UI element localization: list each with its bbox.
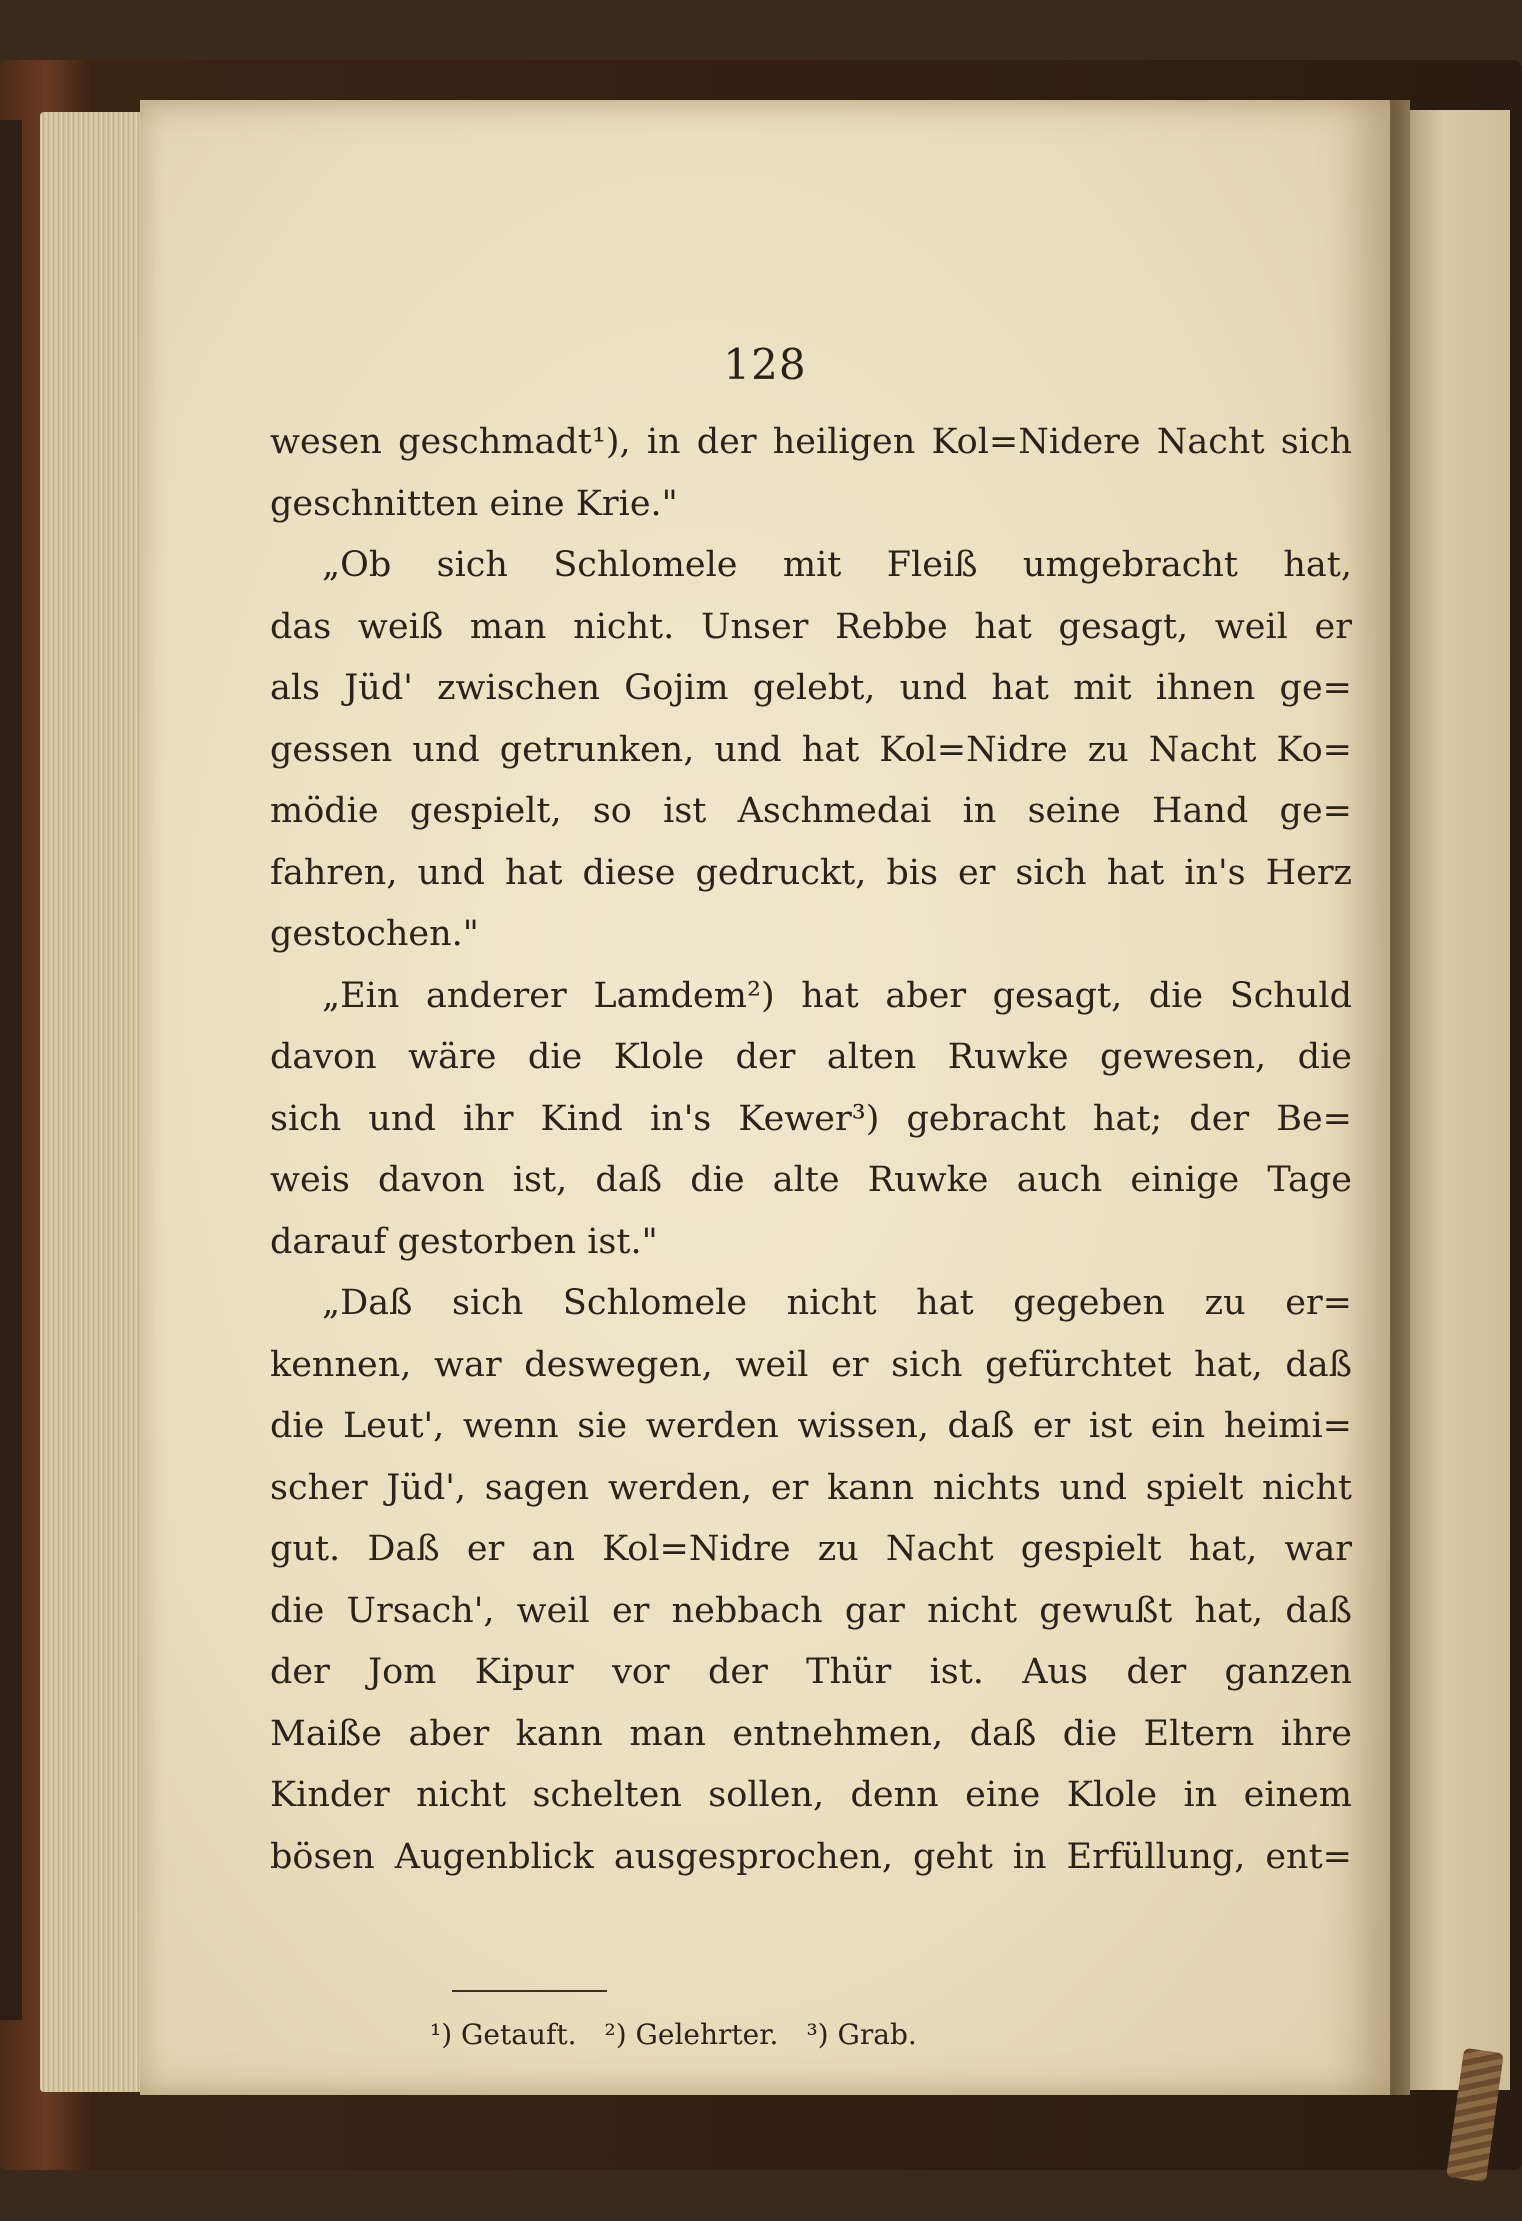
text-line: „Ein anderer Lamdem²) hat aber gesagt, die Schuld xyxy=(322,975,1352,1016)
text-line: gut. Daß er an Kol=Nidre zu Nacht gespielt hat, war xyxy=(270,1529,1352,1569)
body-text xyxy=(270,412,1352,1888)
text-line: als Jüd' zwischen Gojim gelebt, und hat mit ihnen ge= xyxy=(270,668,1352,708)
text-line: „Daß sich Schlomele nicht hat gegeben zu er= xyxy=(322,1283,1352,1323)
facing-page-edge xyxy=(1400,110,1510,2090)
text-line: sich und ihr Kind in's Kewer³) gebracht hat; der Be= xyxy=(270,1098,1352,1139)
footnote-item: ¹) Getauft. xyxy=(430,2018,577,2051)
text-line: mödie gespielt, so ist Aschmedai in seine Hand ge= xyxy=(270,791,1352,831)
footnote-item: ²) Gelehrter. xyxy=(604,2018,779,2051)
text-line: Kinder nicht schelten sollen, denn eine Klole in einem xyxy=(270,1775,1352,1815)
text-line: darauf gestorben ist." xyxy=(270,1221,658,1262)
text-line: die Leut', wenn sie werden wissen, daß er ist ein heimi= xyxy=(270,1406,1352,1446)
text-line: davon wäre die Klole der alten Ruwke gewesen, die xyxy=(270,1037,1352,1077)
text-line: das weiß man nicht. Unser Rebbe hat gesagt, weil er xyxy=(270,606,1352,647)
text-line: der Jom Kipur vor der Thür ist. Aus der ganzen xyxy=(270,1652,1352,1692)
text-line: „Ob sich Schlomele mit Fleiß umgebracht hat, xyxy=(322,545,1352,585)
text-line: kennen, war deswegen, weil er sich gefürchtet hat, daß xyxy=(270,1344,1352,1385)
page-edges xyxy=(40,112,152,2092)
text-line: bösen Augenblick ausgesprochen, geht in Erfüllung, ent= xyxy=(270,1836,1352,1877)
text-line: fahren, und hat diese gedruckt, bis er sich hat in's Herz xyxy=(270,852,1352,893)
page-number: 128 xyxy=(723,340,807,389)
text-line: Maiße aber kann man entnehmen, daß die Eltern ihre xyxy=(270,1713,1352,1754)
book-page xyxy=(140,100,1390,2095)
text-line: gessen und getrunken, und hat Kol=Nidre zu Nacht Ko= xyxy=(270,729,1352,770)
footnotes xyxy=(430,2018,945,2051)
text-line: gestochen." xyxy=(270,914,479,954)
text-line: die Ursach', weil er nebbach gar nicht gewußt hat, daß xyxy=(270,1590,1352,1631)
cover-edge xyxy=(0,120,22,2020)
text-line: weis davon ist, daß die alte Ruwke auch einige Tage xyxy=(270,1160,1352,1200)
text-line: geschnitten eine Krie." xyxy=(270,483,678,524)
text-line: wesen geschmadt¹), in der heiligen Kol=Nidere Nacht sich xyxy=(270,422,1352,462)
text-line: scher Jüd', sagen werden, er kann nichts und spielt nicht xyxy=(270,1467,1352,1508)
footnote-item: ³) Grab. xyxy=(806,2018,917,2051)
footnote-divider xyxy=(452,1990,607,1992)
